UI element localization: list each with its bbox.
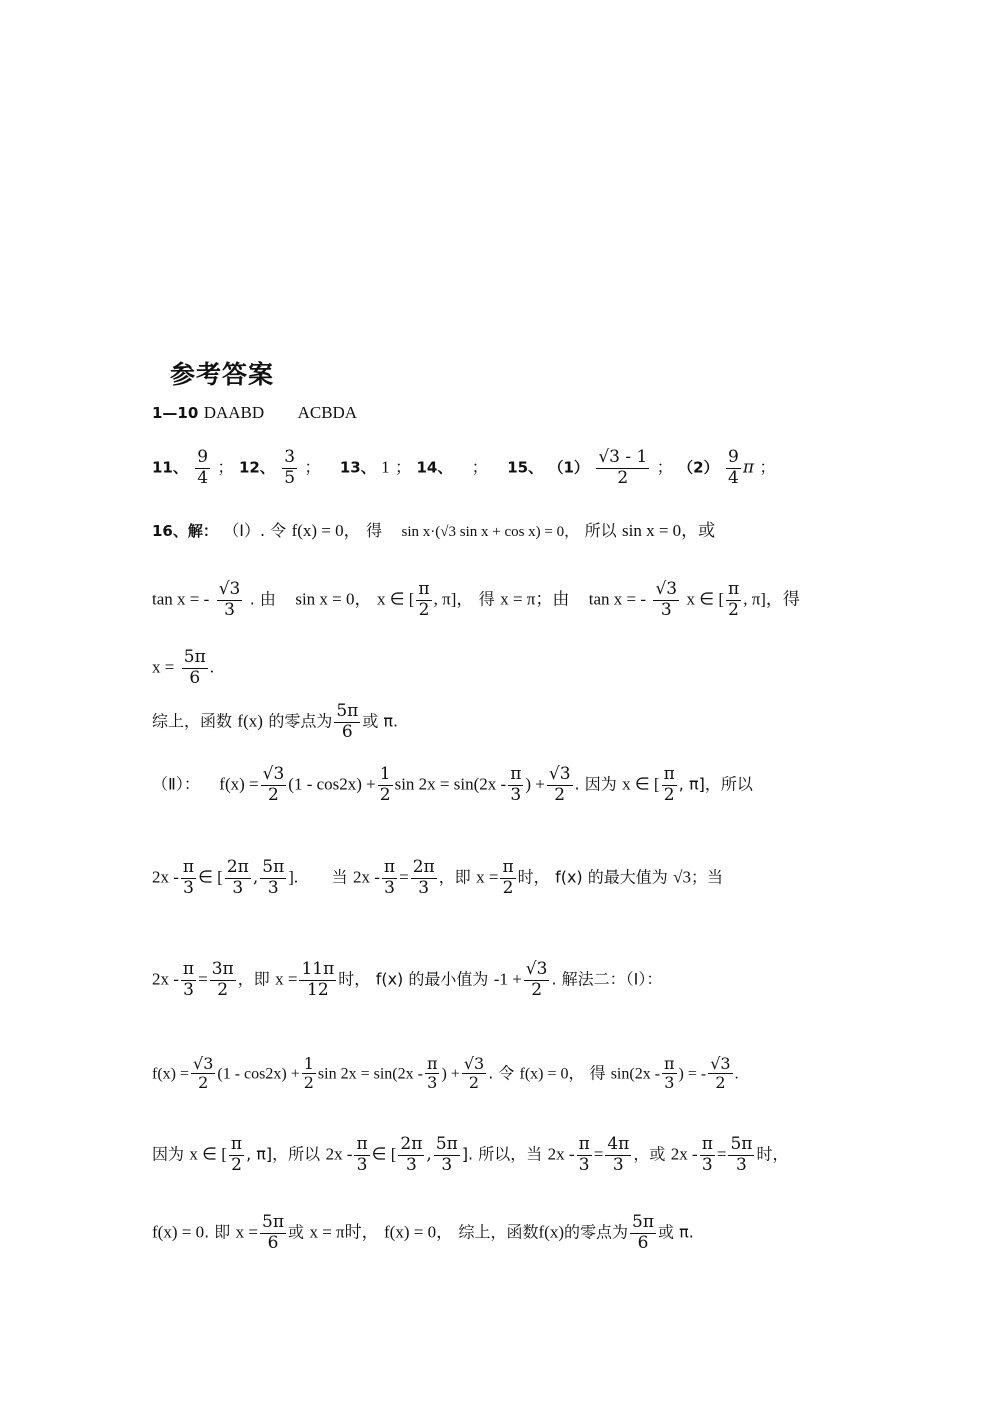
separator: ； [759, 457, 776, 477]
fraction: $\frac{√3}{3}$ [218, 579, 241, 620]
text: 综上，函数 [458, 1222, 539, 1242]
mc-group2: ACBDA [297, 403, 358, 422]
fraction: $\frac{2\pi}{3}$ [400, 1134, 423, 1175]
fraction: $\frac{√3}{2}$ [262, 764, 285, 805]
equation: f(x) = 0， [291, 521, 361, 540]
fraction: $\frac{2\pi}{3}$ [226, 857, 249, 898]
fraction: $\frac{3\pi}{2}$ [211, 959, 234, 1000]
text: 得 [478, 589, 495, 609]
fraction: $\frac{\pi}{3}$ [356, 1134, 368, 1175]
text: 当 [331, 867, 348, 887]
text: . 令 [488, 1063, 515, 1083]
equation: = [716, 1144, 727, 1164]
text: 时， [338, 969, 371, 989]
text: 时， [756, 1144, 789, 1164]
fraction: $\frac{√3}{2}$ [525, 959, 548, 1000]
equation: ) = - [678, 1065, 707, 1083]
fraction: $\frac{\pi}{2}$ [663, 764, 675, 805]
equation: 2x - [670, 1144, 698, 1164]
q16-line-7 [152, 960, 852, 1000]
equation: sin 2x = sin(2x - [394, 774, 507, 794]
equation: 2x - [152, 867, 179, 887]
equation: (1 - cos2x) + [288, 774, 376, 794]
fraction: $\frac{√3}{2}$ [463, 1054, 485, 1093]
text: ，或 [633, 1144, 666, 1164]
q13-value: 1 [381, 457, 390, 477]
equation: f(x) = 0， [519, 1065, 585, 1083]
fraction: $\frac{1}{2}$ [303, 1054, 314, 1093]
text: 综上，函数 [152, 711, 233, 731]
text: 的零点为 [564, 1222, 629, 1242]
equation: tan x = - [588, 589, 647, 609]
q15-part1-label: （1） [548, 458, 589, 477]
equation: , π]， [433, 589, 474, 609]
equation: tan x = - [152, 589, 210, 609]
text: ；当 [691, 867, 724, 887]
q16-line-8 [152, 1055, 852, 1093]
fraction: $\frac{11\pi}{12}$ [301, 959, 335, 1000]
equation: sin x = 0，或 [621, 521, 716, 540]
equation: = [399, 867, 409, 887]
fraction: $\frac{5\pi}{3}$ [435, 1134, 458, 1175]
separator: ； [656, 457, 673, 477]
equation: x = [275, 969, 298, 989]
equation: x = [476, 867, 499, 887]
fraction: $\frac{\pi}{3}$ [383, 857, 396, 898]
text: 所以 [584, 521, 617, 540]
mc-label: 1—10 [152, 404, 199, 422]
q12-fraction: $\frac{3}{5}$ [284, 447, 296, 488]
q16-line-1 [152, 516, 852, 541]
fraction: $\frac{\pi}{3}$ [182, 857, 195, 898]
fraction: $\frac{\pi}{2}$ [230, 1134, 243, 1175]
q14-label: 14、 [416, 458, 453, 477]
q16-line-6: 2x - $\frac{\pi}{3}$ ∈ [ $\frac{2\pi}{3}$ , $\frac{5\pi}{3}$ ]. 当 2x - $\frac{\pi}{3}$ = $\frac{2\pi}{3}$ ，即 x = $\frac{\pi}{2}$ 时， f(x) 的最大值为 √3；当 [152, 857, 724, 898]
equation: sin x·(√3 sin x + cos x) = 0， [401, 524, 580, 540]
text: 的零点为 [268, 711, 333, 731]
equation: f(x) = 0， [384, 1222, 454, 1242]
equation: 2x - [547, 1144, 575, 1164]
fraction: $\frac{\pi}{3}$ [182, 959, 195, 1000]
text: ]. 所以，当 [461, 1144, 543, 1164]
separator: ； [395, 457, 412, 477]
q15-part1-fraction: $\frac{√3 - 1}{2}$ [598, 447, 648, 488]
separator: ； [217, 457, 234, 477]
fraction: $\frac{4\pi}{3}$ [607, 1134, 630, 1175]
text: . 即 [204, 1222, 231, 1242]
fraction: $\frac{√3}{2}$ [710, 1054, 731, 1093]
text: . 因为 [574, 774, 617, 794]
fraction: $\frac{\pi}{2}$ [502, 857, 514, 898]
equation: x = [152, 657, 175, 677]
fraction: $\frac{5\pi}{6}$ [183, 647, 206, 688]
fraction: $\frac{2\pi}{3}$ [412, 857, 435, 898]
text: ，即 [237, 969, 270, 989]
text: . 由 [249, 589, 276, 609]
answer-row-1-10 [152, 403, 852, 423]
q16-line-10 [152, 1213, 852, 1253]
q15-part2-suffix: π [742, 457, 755, 478]
equation: = [198, 969, 208, 989]
q15-part2-label: （2） [678, 458, 719, 477]
equation: 2x - [353, 867, 380, 887]
equation: x ∈ [ [622, 774, 660, 794]
equation: . [209, 657, 214, 677]
q12-label: 12、 [238, 458, 275, 477]
equation: sin x = 0， [295, 589, 372, 609]
equation: sin 2x = sin(2x - [317, 1065, 423, 1083]
fraction: $\frac{5\pi}{6}$ [336, 701, 359, 742]
fraction: $\frac{\pi}{3}$ [578, 1134, 590, 1175]
q15-part2-fraction: $\frac{9}{4}$ [728, 447, 739, 488]
equation: ∈ [ [198, 867, 223, 887]
equation: sin(2x - [610, 1065, 661, 1083]
equation: f(x) = 0 [152, 1222, 205, 1242]
fraction: $\frac{\pi}{3}$ [426, 1054, 438, 1093]
equation: -1 + [493, 969, 522, 989]
fraction: $\frac{5\pi}{3}$ [730, 1134, 753, 1175]
equation: ]. [288, 867, 299, 887]
q16-line-4 [152, 702, 852, 742]
text: f(x) 的最小值为 [375, 969, 489, 989]
fraction: $\frac{\pi}{3}$ [664, 1054, 675, 1093]
equation: x = [235, 1222, 259, 1242]
fraction: $\frac{5\pi}{6}$ [262, 1212, 285, 1253]
fraction: $\frac{√3}{2}$ [193, 1054, 214, 1093]
equation: x ∈ [ [189, 1144, 227, 1164]
fraction: $\frac{\pi}{3}$ [701, 1134, 713, 1175]
equation: . [734, 1065, 739, 1083]
separator: ； [304, 457, 321, 477]
fraction: $\frac{√3}{2}$ [548, 764, 571, 805]
equation: x ∈ [ [686, 589, 724, 609]
text: 得 [366, 521, 383, 540]
equation: , π]，得 [743, 589, 800, 609]
answer-row-11-15 [152, 448, 852, 488]
part1-label: （Ⅰ）. 令 [223, 521, 287, 540]
q16-label: 16、解： [152, 522, 218, 540]
text: 或 π. [362, 711, 399, 731]
equation: f(x) [237, 711, 263, 731]
equation: 2x - [325, 1144, 353, 1164]
q15-label: 15、 [507, 458, 544, 477]
equation: ) + [525, 774, 545, 794]
mc-group1: DAABD [203, 403, 265, 422]
equation: x = π时， [309, 1222, 379, 1242]
fraction: $\frac{\pi}{2}$ [728, 579, 740, 620]
equation: f(x) = [219, 774, 259, 794]
q13-label: 13、 [339, 458, 376, 477]
fraction: $\frac{5\pi}{3}$ [262, 857, 285, 898]
text: f(x) 的最大值为 [555, 867, 668, 887]
text: , π]，所以 [678, 774, 753, 794]
separator: ； [471, 457, 488, 477]
equation: √3 [673, 867, 692, 887]
q11-fraction: $\frac{9}{4}$ [197, 447, 209, 488]
q16-line-3 [152, 648, 852, 688]
text: . 解法二：（Ⅰ）： [551, 969, 663, 989]
equation: = [593, 1144, 604, 1164]
q11-label: 11、 [152, 458, 188, 477]
equation: x ∈ [ [376, 589, 415, 609]
equation: f(x) [538, 1222, 564, 1242]
fraction: $\frac{\pi}{3}$ [510, 764, 522, 805]
text: 时， [517, 867, 550, 887]
text: 得 [589, 1063, 606, 1083]
page-title: 参考答案 [170, 360, 275, 389]
text: , π]，所以 [246, 1144, 321, 1164]
equation: 2x - [152, 969, 179, 989]
q16-line-5 [152, 765, 852, 805]
fraction: $\frac{5\pi}{6}$ [632, 1212, 655, 1253]
fraction: $\frac{\pi}{2}$ [418, 579, 430, 620]
equation: x = π；由 [500, 589, 570, 609]
q16-line-2 [152, 580, 852, 620]
text: 或 π. [658, 1222, 694, 1242]
q16-line-9: 因为 x ∈ [ $\frac{\pi}{2}$ , π]，所以 2x - $\frac{\pi}{3}$ ∈ [ $\frac{2\pi}{3}$ , $\frac{5\pi}{3}$ ]. 所以，当 2x - $\frac{\pi}{3}$ = $\frac{4\pi}{3}$ ，或 2x - $\frac{\pi}{3}$ = $\frac{5\pi}{3}$ 时， [152, 1134, 789, 1175]
equation: (1 - cos2x) + [217, 1065, 300, 1083]
fraction: $\frac{1}{2}$ [379, 764, 391, 805]
text: 因为 [152, 1144, 185, 1164]
equation: ) + [441, 1065, 460, 1083]
part2-label: （Ⅱ）： [152, 774, 200, 794]
text: 或 [288, 1222, 305, 1242]
equation: ∈ [ [371, 1144, 397, 1164]
equation: f(x) = [152, 1065, 190, 1083]
fraction: $\frac{√3}{3}$ [655, 579, 678, 620]
text: ，即 [438, 867, 471, 887]
